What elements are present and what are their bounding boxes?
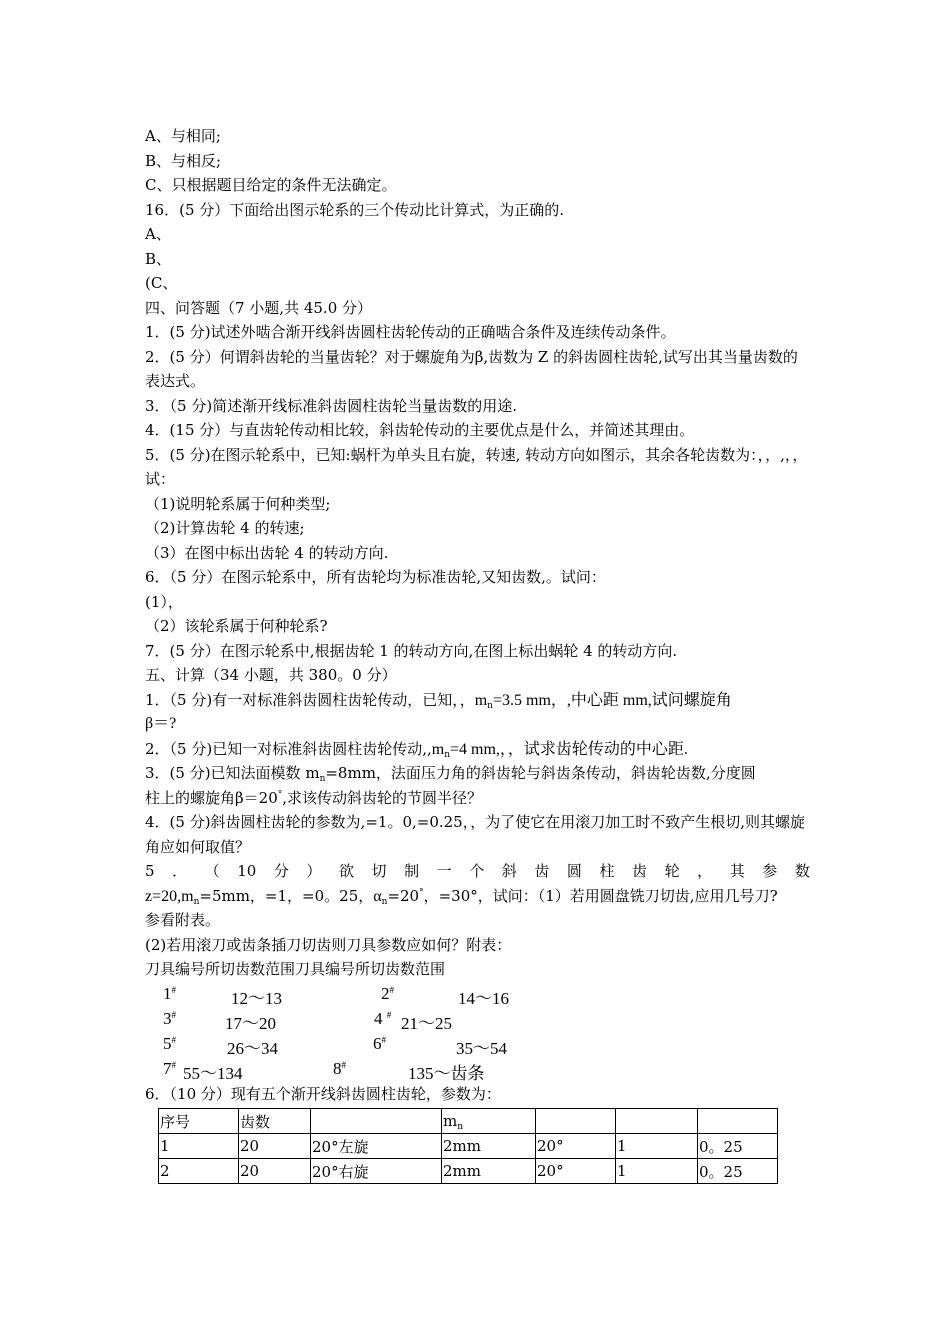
s4-q6-item-1: (1），: [145, 592, 183, 611]
s4-question-4: 4．(15 分）与直齿轮传动相比较，斜齿轮传动的主要优点是什么，并简述其理由。: [145, 421, 695, 439]
tool-range: 55～134: [183, 1063, 243, 1083]
question-16: 16．(5 分）下面给出图示轮系的三个传动比计算式，为正确的.: [145, 200, 565, 219]
s4-question-7: 7．(5 分）在图示轮系中,根据齿轮 1 的转动方向,在图上标出蜗轮 4 的转动方向.: [145, 641, 678, 660]
tool-number: 5#: [163, 1033, 176, 1053]
table-cell: 0。25: [698, 1159, 778, 1184]
tool-row: [145, 1057, 810, 1082]
document-page: [145, 124, 810, 1184]
tool-number: 4 #: [374, 1008, 392, 1028]
tool-range: 17～20: [225, 1013, 276, 1033]
s5-question-1: 1．（5 分)有一对标准斜齿圆柱齿轮传动，已知，，$m_n=3.5$ mm，,中心距 mm,试问螺旋角: [145, 690, 732, 711]
table-cell: 20°: [536, 1134, 616, 1159]
tool-number: 6#: [373, 1033, 386, 1053]
tool-table-header: 刀具编号所切齿数范围刀具编号所切齿数范围: [145, 960, 446, 978]
table-cell: 1: [616, 1159, 698, 1184]
s5-question-5-line3: 参看附表。: [145, 911, 221, 929]
s4-q6-item-2: （2）该轮系属于何种轮系?: [145, 617, 328, 635]
table-cell: [698, 1109, 778, 1134]
tool-row: [145, 1007, 810, 1032]
tool-range: 35～54: [456, 1038, 507, 1058]
tool-row: [145, 1032, 810, 1057]
tool-row: [145, 982, 810, 1007]
s4-question-6: 6．（5 分）在图示轮系中，所有齿轮均为标准齿轮,又知齿数,。试问：: [145, 568, 606, 586]
table-cell: 齿数: [239, 1109, 311, 1134]
table-cell: 1: [616, 1134, 698, 1159]
s4-question-1: 1．(5 分)试述外啮合渐开线斜齿圆柱齿轮传动的正确啮合条件及连续传动条件。: [145, 323, 676, 341]
section-5-title: 五、计算（34 小题，共 380。0 分）: [145, 666, 397, 684]
tool-number: 3#: [163, 1008, 176, 1028]
s5-question-1-cont: β＝?: [145, 715, 177, 732]
tool-range: 135～齿条: [408, 1063, 485, 1083]
table-cell: 2: [159, 1159, 239, 1184]
option-c: C、只根据题目给定的条件无法确定。: [145, 176, 397, 194]
tool-number: 1#: [163, 983, 176, 1003]
table-cell: 20°右旋: [311, 1159, 442, 1184]
s4-q5-item-3: （3）在图中标出齿轮 4 的转动方向.: [145, 543, 389, 562]
table-header-row: [159, 1109, 778, 1134]
q16-option-a: A、: [145, 225, 171, 243]
tool-number: 2#: [381, 983, 394, 1003]
table-cell: [616, 1109, 698, 1134]
q16-option-b: B、: [145, 249, 172, 268]
s4-question-3: 3．（5 分)简述渐开线标准斜齿圆柱齿轮当量齿数的用途.: [145, 396, 517, 415]
s5-question-6: 6．（10 分）现有五个渐开线斜齿圆柱齿轮，参数为：: [145, 1084, 501, 1103]
tool-number: 8#: [333, 1058, 346, 1078]
table-cell: 20°: [536, 1159, 616, 1184]
table-row: [159, 1159, 778, 1184]
s5-question-4: 4．(5 分)斜齿圆柱齿轮的参数为,=1。0,=0.25，，为了使它在用滚刀加工时不致产生根切,则其螺旋角应如何取值？: [145, 813, 805, 856]
s5-question-5-line4: (2)若用滚刀或齿条插刀切齿则刀具参数应如何？附表：: [145, 935, 512, 954]
option-b: B、与相反;: [145, 151, 222, 170]
gear-parameter-table: [158, 1108, 778, 1184]
table-cell: 2mm: [442, 1134, 536, 1159]
table-cell: 2mm: [442, 1159, 536, 1184]
table-cell: 1: [159, 1134, 239, 1159]
s4-question-2: 2．(5 分）何谓斜齿轮的当量齿轮？对于螺旋角为β,齿数为 Z 的斜齿圆柱齿轮,试写出其当量齿数的表达式。: [145, 347, 798, 390]
table-cell: $m_n$: [442, 1109, 536, 1134]
s4-q5-item-2: （2)计算齿轮 4 的转速;: [145, 519, 305, 537]
table-row: [159, 1134, 778, 1159]
table-cell: 20°左旋: [311, 1134, 442, 1159]
s5-question-2: 2．（5 分)已知一对标准斜齿圆柱齿轮传动$,,m_n=4$ mm,，，试求齿轮传动的中心距.: [145, 739, 688, 760]
table-cell: 0。25: [698, 1134, 778, 1159]
table-cell: [311, 1109, 442, 1134]
s5-question-3-cont: 柱上的螺旋角β＝20°,求该传动斜齿轮的节圆半径？: [145, 788, 483, 807]
table-cell: 序号: [159, 1109, 239, 1134]
section-4-title: 四、问答题（7 小题,共 45.0 分）: [145, 298, 373, 317]
q16-option-c: (C、: [145, 274, 178, 292]
tool-number: 7#: [163, 1058, 176, 1078]
option-a: A、与相同;: [145, 127, 221, 145]
s5-question-5-line2: $z=20,m_n=5mm$，=1，=0。25，$\alpha_n=20^\circ$，=30°，试问：（1）若用圆盘铣刀切齿,应用几号刀?: [145, 886, 778, 907]
s5-question-5: 5 ． （ 10 分 ） 欲 切 制 一 个 斜 齿 圆 柱 齿 轮 ， 其 参 数: [145, 862, 810, 880]
tool-range: 12～13: [231, 988, 282, 1008]
tool-range: 14～16: [458, 988, 509, 1008]
table-cell: [536, 1109, 616, 1134]
tool-range: 26～34: [227, 1038, 278, 1058]
s4-question-5: 5．(5 分)在图示轮系中，已知:蜗杆为单头且右旋，转速, 转动方向如图示，其余各轮齿数为：，，,，，试：: [145, 445, 808, 488]
s4-q5-item-1: （1)说明轮系属于何种类型;: [145, 494, 331, 513]
table-cell: 20: [239, 1159, 311, 1184]
table-cell: 20: [239, 1134, 311, 1159]
s5-question-3: 3．(5 分)已知法面模数 $m_n=8mm$，法面压力角的斜齿轮与斜齿条传动，斜齿轮齿数,分度圆: [145, 764, 756, 784]
tool-range: 21～25: [401, 1013, 452, 1033]
